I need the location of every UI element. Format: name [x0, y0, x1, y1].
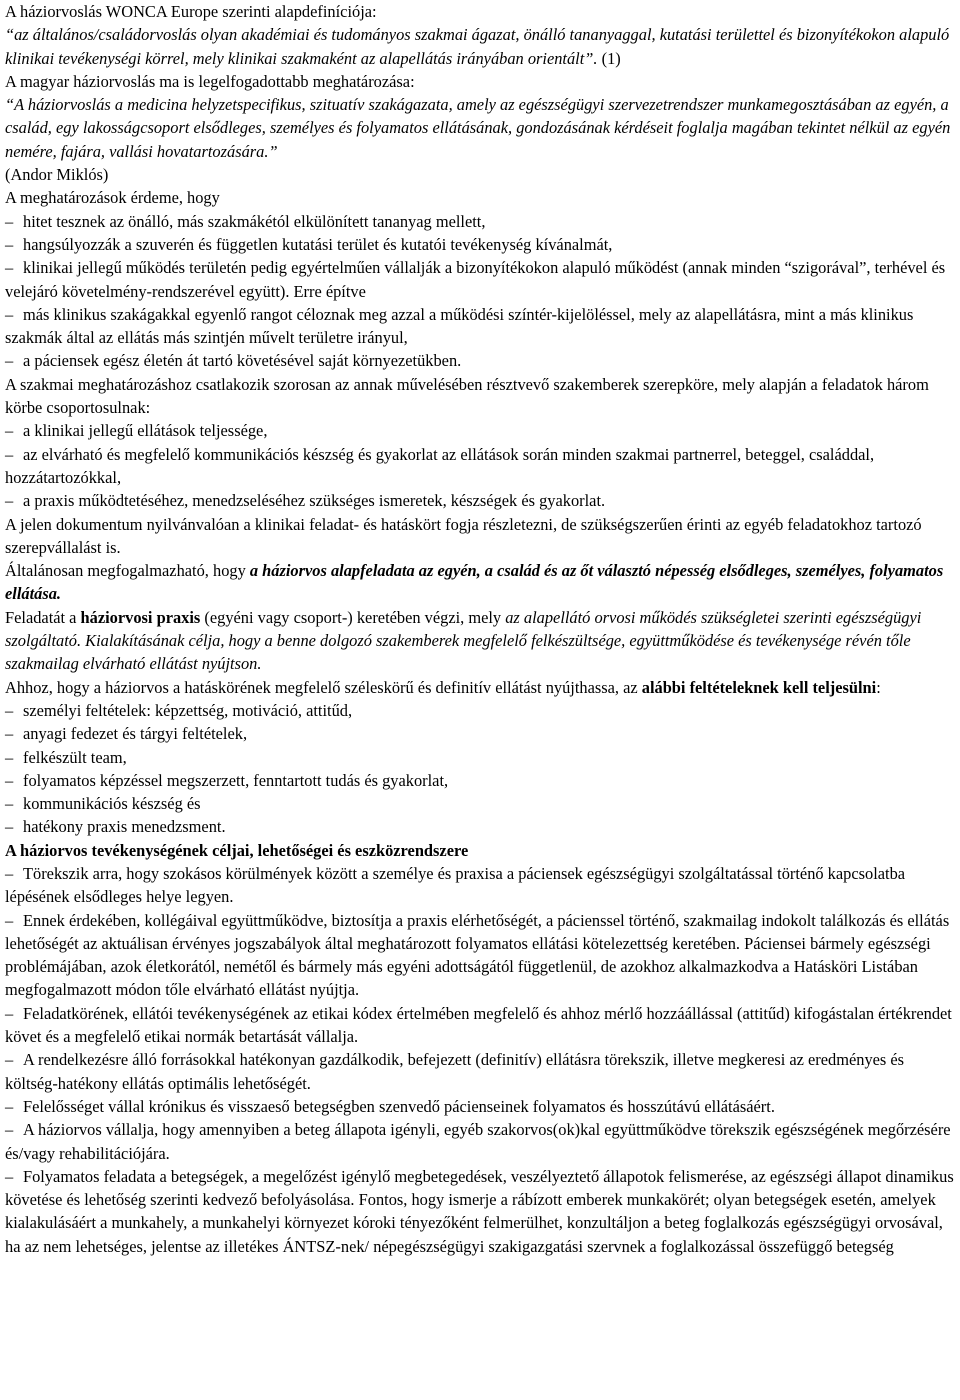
hungarian-definition-title: A magyar háziorvoslás ma is legelfogadottabb meghatározása:	[5, 71, 415, 91]
hungarian-definition-author: (Andor Miklós)	[5, 165, 109, 185]
wonca-reference: (1)	[597, 48, 621, 68]
document-page	[5, 0, 955, 1258]
list-item: – hatékony praxis menedzsment.	[5, 817, 226, 837]
list-item: – személyi feltételek: képzettség, motiváció, attitűd,	[5, 700, 353, 720]
wonca-definition: “az általános/családorvoslás olyan akadémiai és tudományos szakmai ágazat, önálló tananyaggal, kutatási területtel és bizonyítékokon alapuló klinikai tevékenységi körrel, mely klinikai szakmaként az alapellátás irányában orientált”.	[5, 25, 950, 68]
list-item: – hitet tesznek az önálló, más szakmákétól elkülönített tananyag mellett,	[5, 211, 486, 231]
list-item: – felkészült team,	[5, 747, 127, 767]
list-item: – klinikai jellegű működés területén pedig egyértelműen vállalják a bizonyítékokon alapuló működést (annak minden “szigorával”, terhével és velejáró követelmény-rendszerével együtt). Erre építve	[5, 258, 946, 301]
list-item: – anyagi fedezet és tárgyi feltételek,	[5, 724, 248, 744]
practice-description: Feladatát a háziorvosi praxis (egyéni vagy csoport-) keretében végzi, mely az alapellátó orvosi működés szükségletei szerinti egészségügyi szolgáltató. Kialakításának célja, hogy a benne dolgozó szakemberek megfelelő felkészültsége, együttműködése és tevékenysége révén tőle szakmailag elvárható ellátást nyújtson.	[5, 607, 922, 674]
conditions-intro: Ahhoz, hogy a háziorvos a hatáskörének megfelelő széleskörű és definitív ellátást nyújthassa, az alábbi feltételeknek kell teljesülni:	[5, 677, 881, 697]
hungarian-definition-quote: “A háziorvoslás a medicina helyzetspecifikus, szituatív szakágazata, amely az egészségügyi szervezetrendszer munkamegosztásában az egyén, a család, egy lakosságcsoport elsődleges, személyes és folyamatos ellátásának, gondozásának kérdéseit foglalja magában tekintet nélkül az egyén nemére, fajára, vallási hovatartozására.”	[5, 95, 951, 161]
roles-intro: A szakmai meghatározáshoz csatlakozik szorosan az annak művelésében résztvevő szakemberek szerepköre, mely alapján a feladatok három körbe csoportosulnak:	[5, 374, 929, 418]
list-item: – Ennek érdekében, kollégáival együttműködve, biztosítja a praxis elérhetőségét, a pácienssel történő, szakmailag indokolt találkozás és ellátás lehetőségét az aktuálisan érvényes jogszabályok által meghatározott folyamatos ellátási kötelezettség keretében. Páciensei bármely egészségi problémájában, azok életkorától, nemétől és bármely más egyéni adottságától függetlenül, de azokhoz alkalmazkodva a Hatásköri Listában megfogalmazott módon tőle elvárható ellátást nyújtja.	[5, 910, 950, 1000]
list-item: – folyamatos képzéssel megszerzett, fenntartott tudás és gyakorlat,	[5, 770, 449, 790]
basic-task: Általánosan megfogalmazható, hogy a háziorvos alapfeladata az egyén, a család és az őt választó népesség elsődleges, személyes, folyamatos ellátása.	[5, 561, 944, 604]
section-heading: A háziorvos tevékenységének céljai, lehetőségei és eszközrendszere	[5, 840, 469, 860]
list-item: – a praxis működtetéséhez, menedzseléséhez szükséges ismeretek, készségek és gyakorlat.	[5, 491, 606, 511]
list-item: – hangsúlyozzák a szuverén és független kutatási terület és kutatói tevékenység kívánalmát,	[5, 234, 613, 254]
list-item: – Feladatkörének, ellátói tevékenységének az etikai kódex értelmében megfelelő és ahhoz mérlő hozzáállással (attitűd) kifogástalan értékrendet követ és a megfelelő etikai normák betartását vállalja.	[5, 1003, 952, 1047]
list-item: – Felelősséget vállal krónikus és visszaeső betegségben szenvedő pácienseinek folyamatos és hosszútávú ellátásáért.	[5, 1096, 775, 1116]
wonca-title: A háziorvoslás WONCA Europe szerinti alapdefiníciója:	[5, 2, 377, 21]
list-item: – a klinikai jellegű ellátások teljessége,	[5, 421, 268, 441]
document-scope: A jelen dokumentum nyilvánvalóan a klinikai feladat- és hatáskört fogja részletezni, de szükségszerűen érinti az egyéb feladatokhoz tartozó szerepvállalást is.	[5, 514, 922, 557]
hungarian-definition	[5, 70, 955, 186]
list-item: – más klinikus szakágakkal egyenlő rangot céloznak meg azzal a működési színtér-kijelöléssel, mely az alapellátásra, mint a más klinikus szakmák által az ellátás más szintjén művelt területre irányul,	[5, 304, 914, 348]
list-item: – A rendelkezésre álló forrásokkal hatékonyan gazdálkodik, befejezett (definitív) ellátásra törekszik, illetve megkeresi az eredményes és költség-hatékony ellátás optimális lehetőségét.	[5, 1050, 905, 1093]
list-item: – kommunikációs készség és	[5, 794, 201, 814]
merits-intro: A meghatározások érdeme, hogy	[5, 188, 220, 208]
list-item: – A háziorvos vállalja, hogy amennyiben a beteg állapota igényli, egyéb szakorvos(ok)kal együttműködve törekszik egészségének megőrzésére és/vagy rehabilitációjára.	[5, 1120, 951, 1163]
list-item: – az elvárható és megfelelő kommunikációs készség és gyakorlat az ellátások során minden szakmai partnerrel, beteggel, családdal, hozzátartozókkal,	[5, 444, 875, 487]
list-item: – Törekszik arra, hogy szokásos körülmények között a személye és praxisa a páciensek egészségügyi szolgáltatással történő kapcsolatba lépésének elsődleges helye legyen.	[5, 863, 906, 907]
list-item: – Folyamatos feladata a betegségek, a megelőzést igénylő megbetegedések, veszélyeztető állapotok felismerése, az egészségi állapot dinamikus követése és lehetőség szerinti kedvező befolyásolása. Fontos, hogy ismerje a rábízott emberek munkakörét; olyan betegségek esetén, amelyek kialakulásáért a munkahely, a munkahelyi környezet kóroki tényezőként felmerülhet, konzultáljon a beteg foglalkozás egészségügyi orvosával, ha az nem lehetséges, jelentse az illetékes ÁNTSZ-nek/ népegészségügyi szakigazgatási szervnek a foglalkozással összefüggő betegség	[5, 1166, 954, 1256]
wonca-intro	[5, 0, 955, 70]
list-item: – a páciensek egész életén át tartó követésével saját környezetükben.	[5, 351, 462, 371]
